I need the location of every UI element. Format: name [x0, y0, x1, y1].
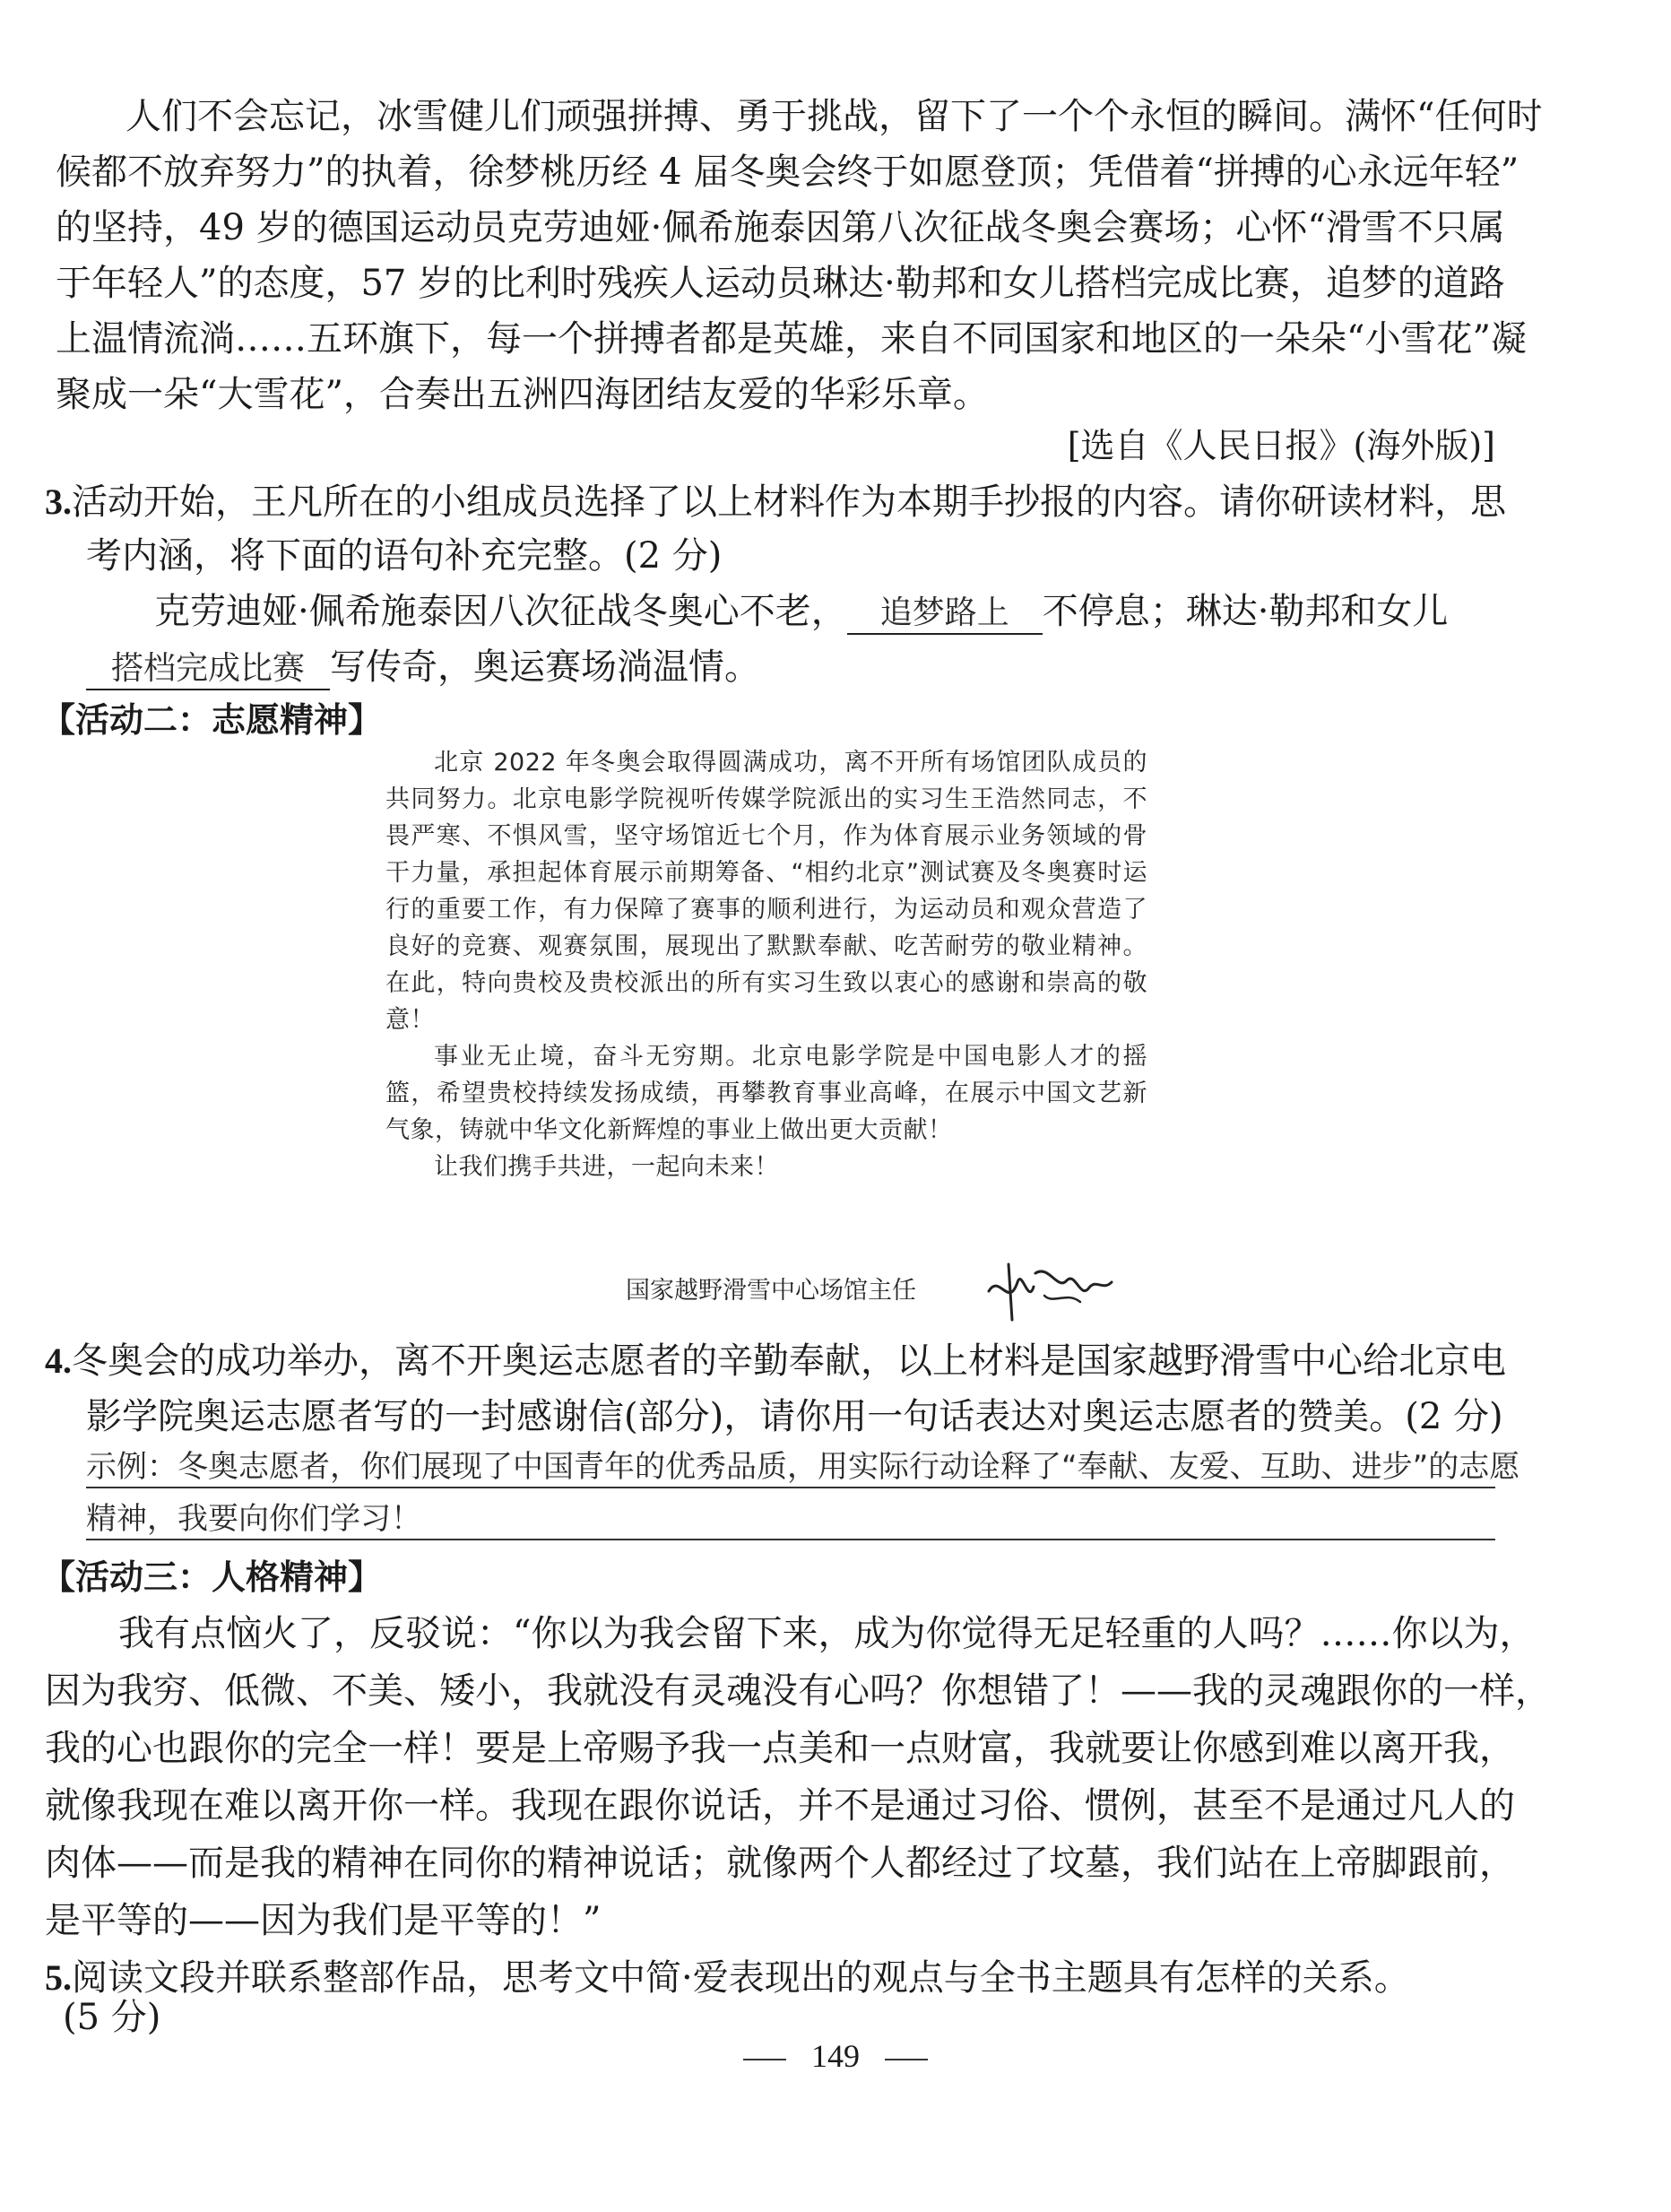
passage3-line-2: 因为我穷、低微、不美、矮小，我就没有灵魂没有心吗？你想错了！——我的灵魂跟你的一样， [45, 1670, 1551, 1712]
question-3-fill-pre: 克劳迪娅·佩希施泰因八次征战冬奥心不老， [154, 591, 847, 632]
thank-you-letter [385, 744, 1147, 1185]
question-5-number: 5. [45, 1957, 72, 1998]
question-5 [45, 1955, 1495, 2001]
question-4-number: 4. [45, 1340, 72, 1381]
page-number-value: 149 [811, 2038, 860, 2074]
letter-paragraph-3: 让我们携手共进，一起向未来！ [434, 1153, 779, 1181]
passage1-line-6: 聚成一朵“大雪花”，合奏出五洲四海团结友爱的华彩乐章。 [56, 374, 989, 415]
page-number [0, 2034, 1671, 2078]
question-3-line-1: 活动开始，王凡所在的小组成员选择了以上材料作为本期手抄报的内容。请你研读材料，思 [72, 481, 1506, 523]
page-number-left-dash [743, 2059, 786, 2060]
passage1-line-4: 于年轻人”的态度，57 岁的比利时残疾人运动员琳达·勒邦和女儿搭档完成比赛，追梦的道路 [56, 263, 1505, 304]
question-4-answer-line-2[interactable]: 精神，我要向你们学习！ [86, 1499, 1495, 1540]
passage3-line-3: 我的心也跟你的完全一样！要是上帝赐予我一点美和一点财富，我就要让你感到难以离开我， [45, 1728, 1515, 1769]
page-number-right-dash [885, 2059, 928, 2060]
question-4 [45, 1338, 1506, 1384]
question-3-fill-row-2 [86, 644, 760, 690]
section-2-title: 【活动二：志愿精神】 [41, 700, 383, 740]
question-5-line-2: (5 分) [63, 1997, 161, 2038]
question-3-fill-mid: 不停息；琳达·勒邦和女儿 [1042, 591, 1449, 632]
section-3-title: 【活动三：人格精神】 [41, 1557, 383, 1597]
question-4-answer-line-1[interactable]: 示例：冬奥志愿者，你们展现了中国青年的优秀品质，用实际行动诠释了“奉献、友爱、互助、进步”的志愿 [86, 1447, 1495, 1488]
passage3-line-1: 我有点恼火了，反驳说：“你以为我会留下来，成为你觉得无足轻重的人吗？……你以为， [118, 1613, 1536, 1654]
passage1-line-2: 候都不放弃努力”的执着，徐梦桃历经 4 届冬奥会终于如愿登顶；凭借着“拼搏的心永远年轻” [56, 152, 1519, 193]
question-3-fill-post: 写传奇，奥运赛场淌温情。 [330, 646, 760, 688]
passage1-line-5: 上温情流淌……五环旗下，每一个拼搏者都是英雄，来自不同国家和地区的一朵朵“小雪花”凝 [56, 318, 1527, 360]
passage3-line-5: 肉体——而是我的精神在同你的精神说话；就像两个人都经过了坟墓，我们站在上帝脚跟前， [45, 1843, 1515, 1884]
question-3-answer-blank-1[interactable]: 追梦路上 [847, 594, 1043, 635]
question-4-line-2: 影学院奥运志愿者写的一封感谢信(部分)，请你用一句话表达对奥运志愿者的赞美。(2 分) [86, 1396, 1503, 1437]
letter-paragraph-1: 北京 2022 年冬奥会取得圆满成功，离不开所有场馆团队成员的共同努力。北京电影学院视听传媒学院派出的实习生王浩然同志，不畏严寒、不惧风雪，坚守场馆近七个月，作为体育展示业务领域的骨干力量，承担起体育展示前期筹备、“相约北京”测试赛及冬奥赛时运行的重要工作，有力保障了赛事的顺利进行，为运动员和观众营造了良好的竞赛、观赛氛围，展现出了默默奉献、吃苦耐劳的敬业精神。在此，特向贵校及贵校派出的所有实习生致以衷心的感谢和崇高的敬意！ [385, 749, 1147, 1034]
question-3-fill-row-1 [154, 588, 1448, 635]
passage3-line-6: 是平等的——因为我们是平等的！” [45, 1900, 602, 1941]
passage1-source: [选自《人民日报》(海外版)] [1067, 426, 1495, 465]
passage1-line-3: 的坚持，49 岁的德国运动员克劳迪娅·佩希施泰因第八次征战冬奥会赛场；心怀“滑雪不只属 [56, 207, 1505, 248]
question-3-number: 3. [45, 481, 72, 522]
question-5-line-1: 阅读文段并联系整部作品，思考文中简·爱表现出的观点与全书主题具有怎样的关系。 [72, 1957, 1410, 1999]
passage3-line-4: 就像我现在难以离开你一样。我现在跟你说话，并不是通过习俗、惯例，甚至不是通过凡人的 [45, 1785, 1515, 1826]
question-3-answer-blank-2[interactable]: 搭档完成比赛 [86, 649, 330, 690]
question-4-line-1: 冬奥会的成功举办，离不开奥运志愿者的辛勤奉献，以上材料是国家越野滑雪中心给北京电 [72, 1340, 1506, 1382]
passage1-line-1: 人们不会忘记，冰雪健儿们顽强拼搏、勇于挑战，留下了一个个永恒的瞬间。满怀“任何时 [126, 96, 1543, 137]
handwritten-signature-icon [982, 1255, 1116, 1327]
letter-signature-title: 国家越野滑雪中心场馆主任 [626, 1277, 916, 1305]
question-3 [45, 479, 1506, 525]
letter-paragraph-2: 事业无止境，奋斗无穷期。北京电影学院是中国电影人才的摇篮，希望贵校持续发扬成绩，再攀教育事业高峰，在展示中国文艺新气象，铸就中华文化新辉煌的事业上做出更大贡献！ [385, 1043, 1147, 1144]
question-3-line-2: 考内涵，将下面的语句补充完整。(2 分) [86, 535, 723, 577]
